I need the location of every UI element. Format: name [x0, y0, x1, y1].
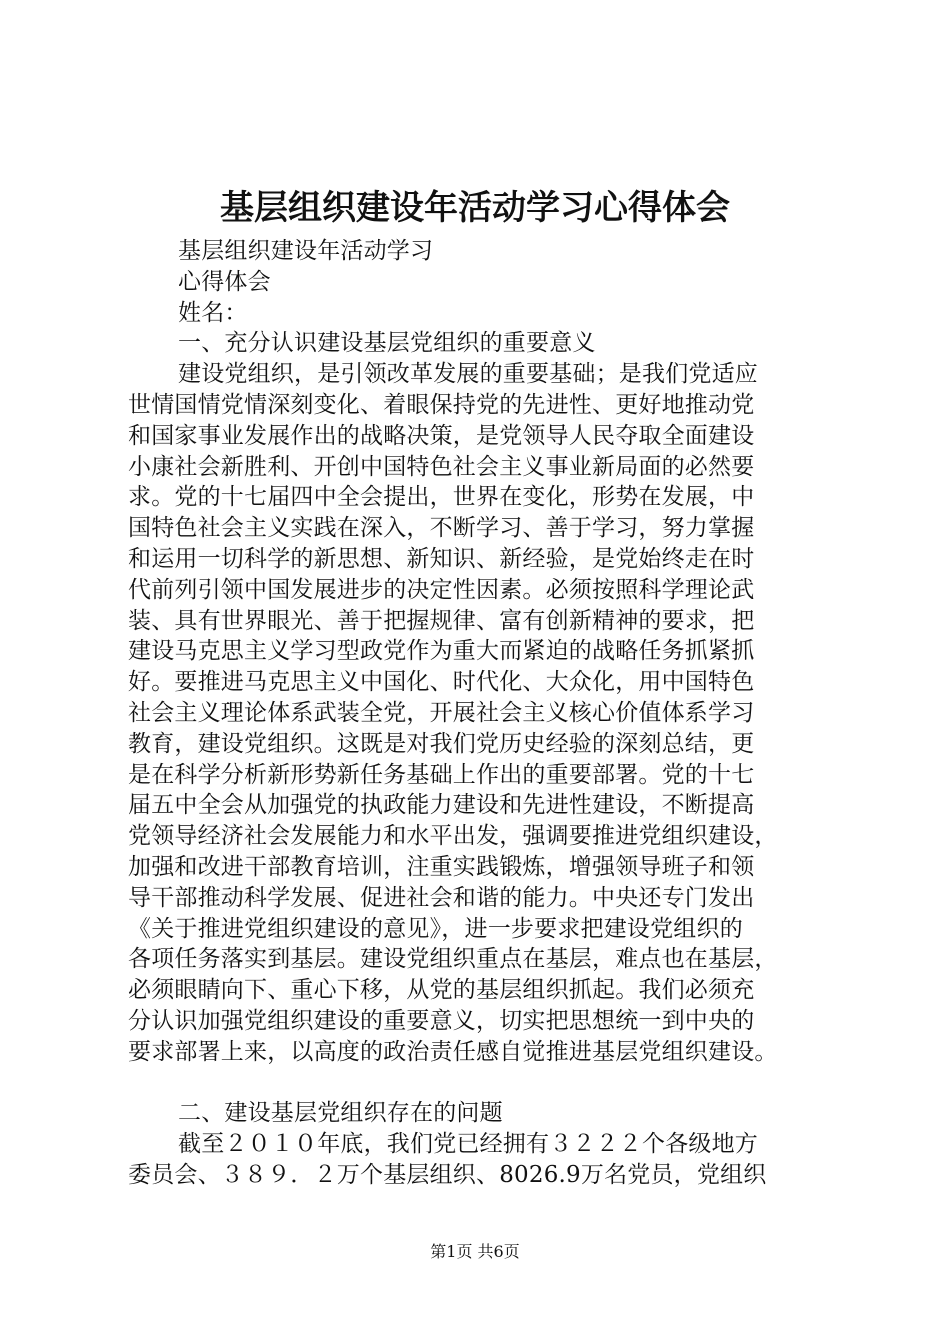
paragraph-line: 是在科学分析新形势新任务基础上作出的重要部署。党的十七 [128, 761, 755, 788]
paragraph-line: 教育，建设党组织。这既是对我们党历史经验的深刻总结，更 [128, 730, 755, 757]
paragraph-line: 装、具有世界眼光、善于把握规律、富有创新精神的要求，把 [128, 607, 755, 634]
paragraph-line: 必须眼睛向下、重心下移，从党的基层组织抓起。我们必须充 [128, 977, 755, 1004]
paragraph-line: 要求部署上来，以高度的政治责任感自觉推进基层党组织建设。 [128, 1038, 778, 1065]
paragraph-line: 截至２０１０年底，我们党已经拥有３２２２个各级地方 [178, 1131, 758, 1158]
section-heading-1: 一、充分认识建设基层党组织的重要意义 [178, 330, 596, 357]
paragraph-line: 分认识加强党组织建设的重要意义，切实把思想统一到中央的 [128, 1007, 755, 1034]
paragraph-line: 《关于推进党组织建设的意见》，进一步要求把建设党组织的 [128, 915, 743, 942]
paragraph-line: 代前列引领中国发展进步的决定性因素。必须按照科学理论武 [128, 576, 755, 603]
paragraph-line: 委员会、３８９．２万个基层组织、8026.9万名党员，党组织 [128, 1161, 767, 1188]
paragraph-line: 建设马克思主义学习型政党作为重大而紧迫的战略任务抓紧抓 [128, 638, 755, 665]
document-body [128, 236, 848, 1191]
paragraph-line: 建设党组织，是引领改革发展的重要基础；是我们党适应 [178, 361, 758, 388]
header-line: 基层组织建设年活动学习 [178, 238, 434, 264]
header-line: 心得体会 [178, 268, 271, 295]
page-footer: 第1页 共6页 [430, 1242, 520, 1261]
paragraph-line: 好。要推进马克思主义中国化、时代化、大众化，用中国特色 [128, 669, 755, 696]
document-title: 基层组织建设年活动学习心得体会 [220, 188, 730, 228]
paragraph-line: 届五中全会从加强党的执政能力建设和先进性建设，不断提高 [128, 792, 755, 819]
paragraph-line: 国特色社会主义实践在深入，不断学习、善于学习，努力掌握 [128, 515, 755, 542]
paragraph-gap [128, 1068, 848, 1099]
paragraph-line: 党领导经济社会发展能力和水平出发，强调要推进党组织建设， [128, 823, 778, 850]
paragraph-line: 和国家事业发展作出的战略决策，是党领导人民夺取全面建设 [128, 422, 755, 449]
paragraph-line: 加强和改进干部教育培训，注重实践锻炼，增强领导班子和领 [128, 853, 755, 880]
paragraph-line: 求。党的十七届四中全会提出，世界在变化，形势在发展，中 [128, 484, 755, 511]
name-label: 姓名： [178, 299, 248, 326]
paragraph-line: 各项任务落实到基层。建设党组织重点在基层，难点也在基层， [128, 946, 778, 973]
paragraph-line: 世情国情党情深刻变化、着眼保持党的先进性、更好地推动党 [128, 391, 755, 418]
paragraph-line: 小康社会新胜利、开创中国特色社会主义事业新局面的必然要 [128, 453, 755, 480]
paragraph-line: 社会主义理论体系武装全党，开展社会主义核心价值体系学习 [128, 699, 755, 726]
paragraph-line: 导干部推动科学发展、促进社会和谐的能力。中央还专门发出 [128, 884, 755, 911]
paragraph-line: 和运用一切科学的新思想、新知识、新经验，是党始终走在时 [128, 545, 755, 572]
section-heading-2: 二、建设基层党组织存在的问题 [178, 1100, 503, 1127]
